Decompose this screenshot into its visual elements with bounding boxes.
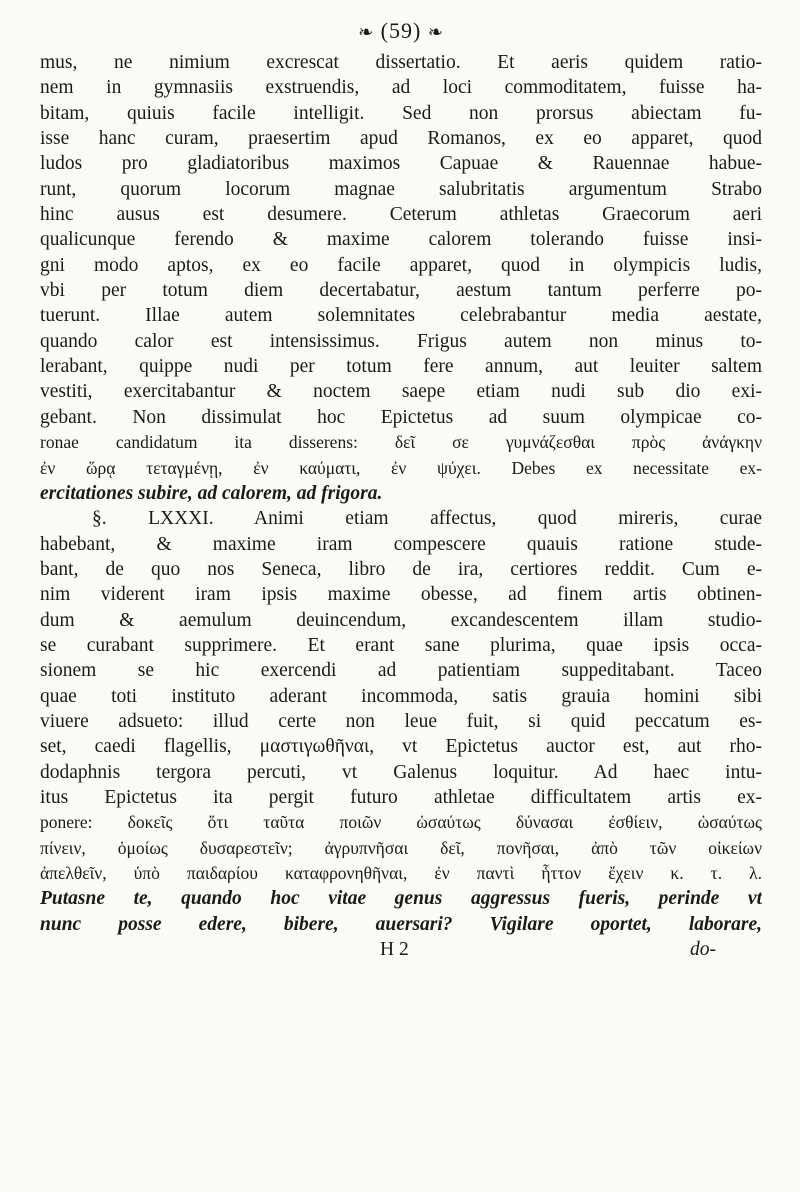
text-line: Putasne te, quando hoc vitae genus aggressus fueris, perinde vt [40, 888, 762, 910]
ornament-left-icon: ❧ [358, 22, 375, 42]
text-line: gebant. Non dissimulat hoc Epictetus ad suum olympicae co- [40, 406, 762, 428]
text-line: quando calor est intensissimus. Frigus autem non minus to- [40, 330, 762, 352]
text-line: dodaphnis tergora percuti, vt Galenus loquitur. Ad haec intu- [40, 761, 762, 783]
page-footer [40, 937, 762, 963]
text-line: lerabant, quippe nudi per totum fere annum, aut leuiter saltem [40, 356, 762, 378]
section-heading-line: §. LXXXI. Animi etiam affectus, quod mireris, curae [92, 508, 762, 530]
text-line: mus, ne nimium excrescat dissertatio. Et aeris quidem ratio- [40, 52, 762, 73]
text-line: viuere adsueto: illud certe non leue fuit, si quid peccatum es- [40, 710, 762, 732]
ornament-right-icon: ❧ [427, 22, 444, 42]
text-line: isse hanc curam, praesertim apud Romanos, ex eo apparet, quod [40, 128, 762, 150]
text-line: nunc posse edere, bibere, auersari? Vigilare oportet, laborare, [40, 913, 762, 935]
text-line: hinc ausus est desumere. Ceterum athletas Graecorum aeri [40, 204, 762, 226]
text-line: runt, quorum locorum magnae salubritatis argumentum Strabo [40, 178, 762, 200]
text-line: vestiti, exercitabantur & noctem saepe etiam nudi sub dio exi- [40, 381, 762, 403]
text-line: bitam, quiuis facile intelligit. Sed non prorsus abiectam fu- [40, 102, 762, 124]
text-line: πίνειν, ὁμοίως δυσαρεστεῖν; ἀγρυπνῆσαι δεῖ, πονῆσαι, ἀπὸ τῶν οἰκείων [40, 837, 762, 858]
body-text [40, 50, 762, 937]
page-number: (59) [380, 18, 422, 43]
text-line: ἐν ὥρᾳ τεταγμένῃ, ἐν καύματι, ἐν ψύχει. Debes ex necessitate ex- [40, 457, 762, 478]
text-line: ercitationes subire, ad calorem, ad frigora. [40, 482, 383, 504]
text-line: vbi per totum diem decertabatur, aestum tantum perferre po- [40, 280, 762, 302]
text-line: ἀπελθεῖν, ὑπὸ παιδαρίου καταφρονηθῆναι, ἐν παντὶ ἧττον ἔχειν κ. τ. λ. [40, 863, 762, 883]
text-line: nim viderent iram ipsis maxime obesse, ad finem artis obtinen- [40, 584, 762, 606]
text-line: nem in gymnasiis exstruendis, ad loci commoditatem, fuisse ha- [40, 77, 762, 99]
text-line: ponere: δοκεῖς ὅτι ταῦτα ποιῶν ὡσαύτως δύνασαι ἐσθίειν, ὡσαύτως [40, 812, 762, 833]
text-line: ludos pro gladiatoribus maximos Capuae & Rauennae habue- [40, 153, 762, 175]
text-line: sionem se hic exercendi ad patientiam suppeditabant. Taceo [40, 660, 762, 682]
book-page [40, 14, 762, 1174]
text-line: set, caedi flagellis, μαστιγωθῆναι, vt Epictetus auctor est, aut rho- [40, 736, 762, 758]
signature-mark: H 2 [380, 939, 409, 961]
text-line: bant, de quo nos Seneca, libro de ira, certiores reddit. Cum e- [40, 558, 762, 580]
text-line: quae toti instituto aderant incommoda, satis grauia homini sibi [40, 685, 762, 707]
text-line: qualicunque ferendo & maxime calorem tolerando fuisse insi- [40, 229, 762, 251]
text-line: se curabant supprimere. Et erant sane plurima, quae ipsis occa- [40, 634, 762, 656]
text-line: itus Epictetus ita pergit futuro athletae difficultatem artis ex- [40, 786, 762, 808]
text-line: gni modo aptos, ex eo facile apparet, quod in olympicis ludis, [40, 254, 762, 276]
text-line: ronae candidatum ita disserens: δεῖ σε γυμνάζεσθαι πρὸς ἀνάγκην [40, 432, 762, 453]
running-head [40, 14, 762, 48]
text-line: tuerunt. Illae autem solemnitates celebrabantur media aestate, [40, 305, 762, 327]
text-line: dum & aemulum deuincendum, excandescentem illam studio- [40, 609, 762, 631]
catchword: do- [690, 939, 716, 961]
text-line: habebant, & maxime iram compescere quauis ratione stude- [40, 533, 762, 555]
